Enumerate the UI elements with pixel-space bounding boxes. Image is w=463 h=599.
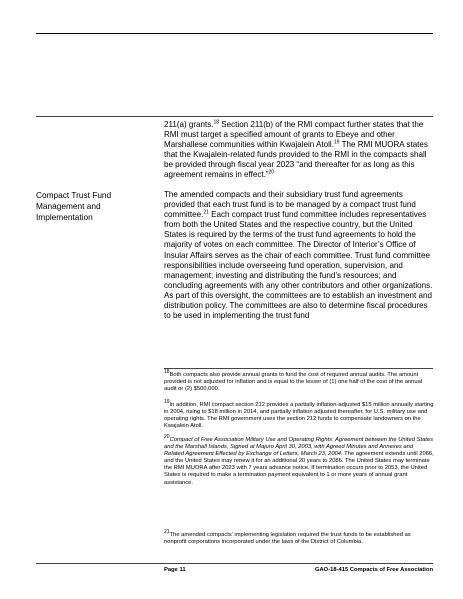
footnote-text: The amended compacts’ implementing legislation required the trust funds to be established as nonprofit corporations incorporated under the laws of the District of Columbia. — [164, 532, 411, 546]
footer-rule — [36, 563, 433, 564]
footnote-number: 20 — [164, 434, 170, 441]
section-divider — [36, 116, 433, 117]
footnote-ref-19[interactable]: 19 — [333, 139, 340, 146]
page-number: Page 11 — [164, 567, 186, 573]
footnote-18 — [164, 369, 434, 393]
footnote-number: 19 — [164, 399, 170, 406]
footnote-19 — [164, 399, 434, 430]
paragraph-text: 211(a) grants. — [164, 120, 214, 129]
footnote-text: In addition, RMI compact section 212 provides a partially inflation-adjusted $15 million annually starting in 2004, rising to $18 million in 2014, and partially inflation adjusted thereafter, for U.S. military use and operating rights. The RMI government uses the section 212 funds to compensate landowners on the Kwajalein Atoll. — [164, 402, 434, 430]
footnote-number: 18 — [164, 369, 170, 376]
footnote-text: Both compacts also provide annual grants to fund the cost of required annual audits. The amount provided is not adjusted for inflation and is equal to the lesser of (1) one half of the cost of the annual audit or (2) $500,000. — [164, 372, 423, 393]
report-identifier: GAO-18-415 Compacts of Free Association — [314, 567, 433, 573]
header-rule — [36, 33, 433, 34]
side-heading: Compact Trust Fund Management and Implementation — [36, 190, 112, 222]
body-paragraph — [164, 120, 434, 181]
footnote-20 — [164, 434, 434, 487]
footnote-number: 21 — [164, 529, 170, 536]
paragraph-text: The RMI MUORA states that the Kwajalein-related funds provided to the RMI in the compacts shall be provided through fiscal year 2023 “and thereafter for as long as this agreement remains in effect.” — [164, 140, 428, 180]
footnote-text: The agreement extends until 2066, and the United States may renew it for an additional 20 years to 2086. The United States may terminate the RMI MUORA after 2023 with 7 years advance notice. If termination occurs prior to 2053, the United States is required to make a termination payment equivalent to 1 or more years of annual grant assistance. — [164, 451, 434, 486]
paragraph-text: Each compact trust fund committee includes representatives from both the United States and the respective country, but the United States is required by the terms of the trust fund agreements to hold the majority of votes on each committee. The Director of Interior’s Office of Insular Affairs serves as the chair of each committee. Trust fund committee responsibilities include overseeing fund operation, supervision, and management; investing and distributing the fund’s resources; and concluding agreements with any other contributors and other organizations. As part of this oversight, the committees are to establish an investment and distribution policy. The committees are also to determine fiscal procedures to be used in implementing the trust fund — [164, 210, 433, 321]
footnote-ref-20[interactable]: 20 — [268, 169, 275, 176]
footnote-ref-21[interactable]: 21 — [203, 209, 209, 216]
footnote-21 — [164, 529, 434, 546]
footnote-ref-18[interactable]: 18 — [213, 119, 220, 126]
paragraph-text: Section 211(b) of the RMI compact further states that the RMI must target a specified amount of grants to Ebeye and other Marshallese communities within Kwajalein Atoll. — [164, 120, 424, 150]
footnote-citation: Compact of Free Association Military Use and Operating Rights: Agreement between the United States and the Marshall Islands, Signed at Majuro April 30, 2003, with Agreed Minutes and Annexes and Related Agreement Effected by Exchange of Letters, March 23, 2004. — [164, 437, 434, 458]
body-paragraph — [164, 190, 434, 321]
footnote-divider — [164, 368, 433, 369]
paragraph-text: The amended compacts and their subsidiary trust fund agreements provided that each trust fund is to be managed by a compact trust fund committee. — [164, 190, 416, 220]
